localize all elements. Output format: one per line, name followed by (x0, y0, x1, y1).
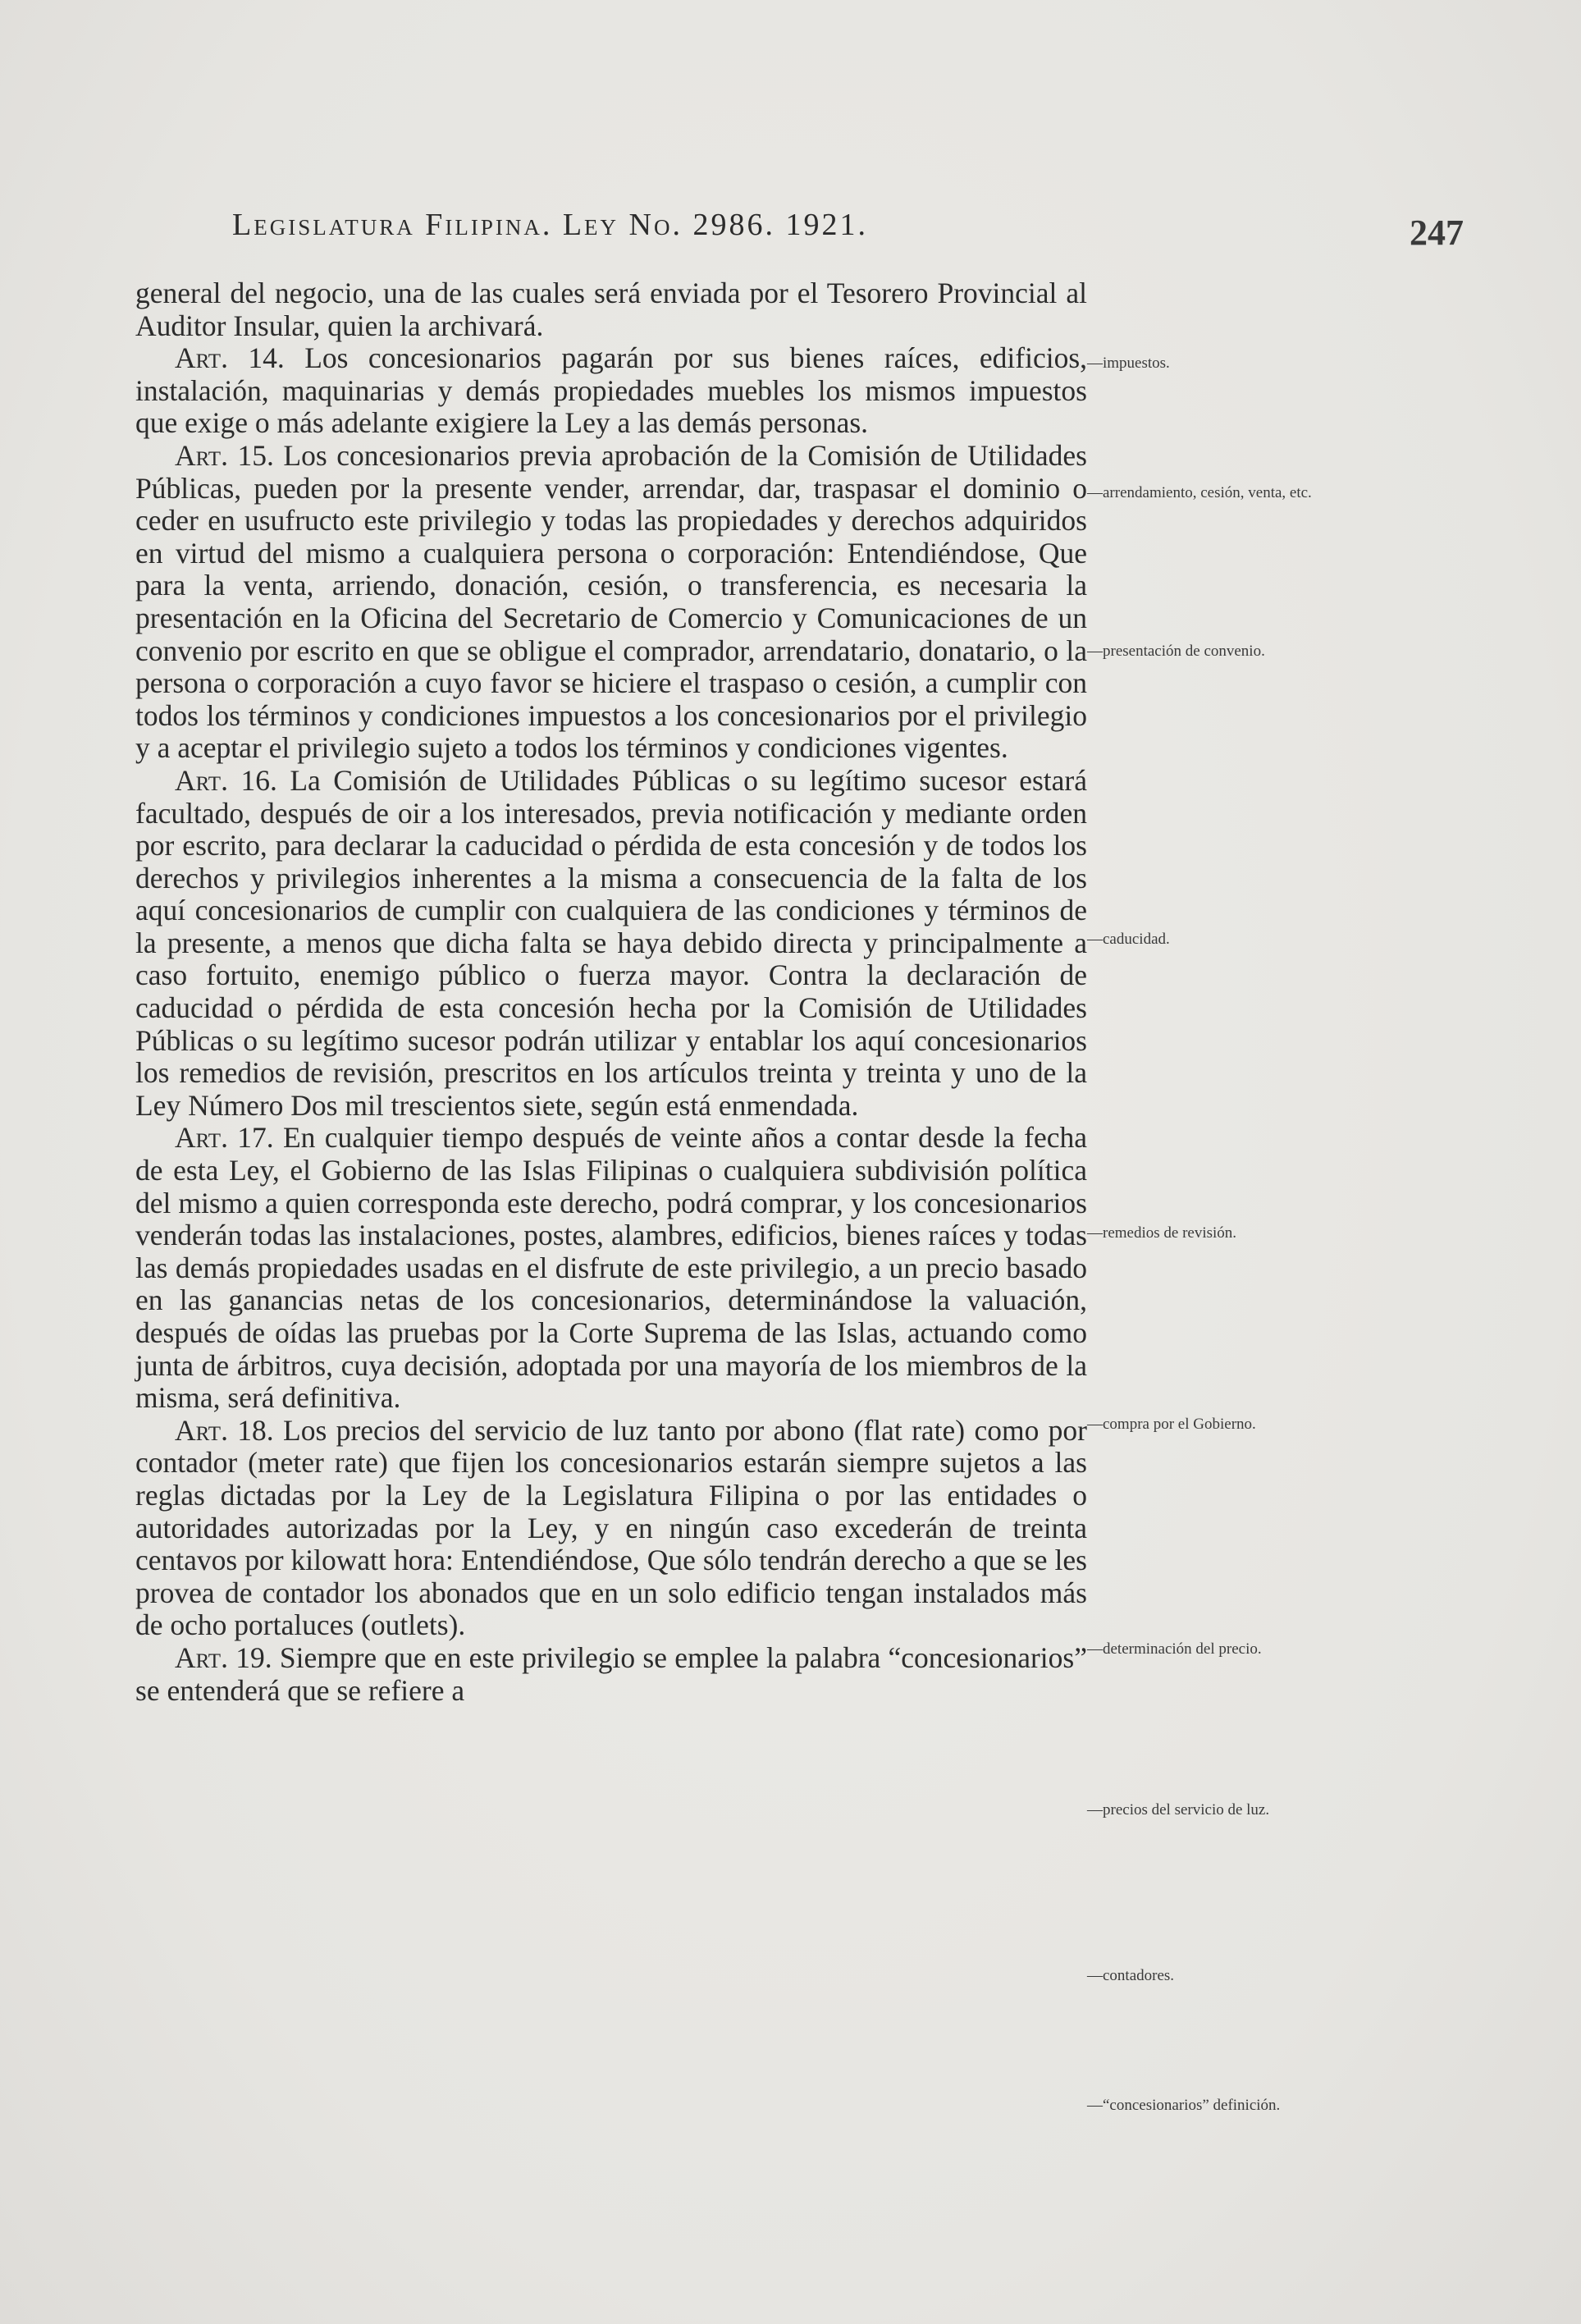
article-17 (135, 1122, 1087, 1414)
article-number: Art. 19. (175, 1640, 272, 1674)
article-number: Art. 15. (175, 438, 274, 472)
article-16 (135, 765, 1087, 1123)
article-19 (135, 1642, 1087, 1707)
margin-note-convenio: —presentación de convenio. (1087, 643, 1265, 660)
paragraph-text: general del negocio, una de las cuales será enviada por el Tesorero Provincial al Auditor Insular, quien la archivará. (135, 277, 1087, 342)
article-text: Los precios del servicio de luz tanto por abono (flat rate) como por contador (meter rate) que fijen los concesionarios estarán siempre sujetos a las reglas dictadas por la Ley de la Legislatura Filipina o por las entidades o autoridades autorizadas por la Ley, y en ningún caso excederán de treinta centavos por kilowatt hora: Entendiéndose, Que sólo tendrán derecho a que se les provea de contador los abonados que en un solo edificio tengan instalados más de ocho portaluces (outlets). (135, 1413, 1087, 1642)
article-15 (135, 440, 1087, 765)
article-number: Art. 18. (175, 1413, 274, 1447)
margin-note-precios: —precios del servicio de luz. (1087, 1801, 1270, 1818)
running-head: Legislatura Filipina. Ley No. 2986. 1921. (232, 208, 868, 242)
article-number: Art. 17. (175, 1121, 274, 1155)
margin-note-impuestos: —impuestos. (1087, 355, 1170, 372)
article-text: La Comisión de Utilidades Públicas o su legítimo sucesor estará facultado, después de oir a los interesados, previa notificación y mediante orden por escrito, para declarar la caducidad o pérdida de esta concesión y de todos los derechos y privilegios inherentes a la misma a consecuencia de la falta de los aquí concesionarios de cumplir con cualquiera de las condiciones y términos de la presente, a menos que dicha falta se haya debido directa y principalmente a caso fortuito, enemigo público o fuerza mayor. Contra la declaración de caducidad o pérdida de esta concesión hecha por la Comisión de Utilidades Públicas o su legítimo sucesor podrán utilizar y entablar los aquí concesionarios los remedios de revisión, prescritos en los artículos treinta y treinta y uno de la Ley Número Dos mil trescientos siete, según está enmendada. (135, 763, 1088, 1122)
article-text: Siempre que en este privilegio se emplee la palabra “concesionarios” se entenderá que se refiere a (135, 1640, 1087, 1707)
article-number: Art. 14. (175, 341, 285, 375)
article-text: En cualquier tiempo después de veinte años a contar desde la fecha de esta Ley, el Gobierno de las Islas Filipinas o cualquiera subdivisión política del mismo a quien corresponda este derecho, podrá comprar, y los concesionarios venderán todas las instalaciones, postes, alambres, edificios, bienes raíces y todas las demás propiedades usadas en el disfrute de este privilegio, a un precio basado en las ganancias netas de los concesionarios, determinándose la valuación, después de oídas las pruebas por la Corte Suprema de las Islas, actuando como junta de árbitros, cuya decisión, adoptada por una mayoría de los miembros de la misma, será definitiva. (135, 1121, 1088, 1415)
margin-note-caducidad: —caducidad. (1087, 931, 1170, 948)
paragraph-continuation (135, 277, 1087, 342)
margin-note-contadores: —contadores. (1087, 1967, 1175, 1984)
margin-note-arrendamiento: —arrendamiento, cesión, venta, etc. (1087, 484, 1312, 501)
page-number: 247 (1410, 213, 1464, 253)
article-number: Art. 16. (175, 763, 277, 797)
article-18 (135, 1415, 1087, 1642)
article-text: Los concesionarios pagarán por sus bienes raíces, edificios, instalación, maquinarias y demás propiedades muebles los mismos impuestos que exige o más adelante exigiere la Ley a las demás personas. (135, 341, 1088, 440)
margin-note-compra: —compra por el Gobierno. (1087, 1416, 1256, 1433)
margin-note-determinacion: —determinación del precio. (1087, 1640, 1262, 1658)
article-text: Los concesionarios previa aprobación de la Comisión de Utilidades Públicas, pueden por la presente vender, arrendar, dar, traspasar el dominio o ceder en usufructo este privilegio y todas las propiedades y derechos adquiridos en virtud del mismo a cualquiera persona o corporación: Entendiéndose, Que para la venta, arriendo, donación, cesión, o transferencia, es necesaria la presentación en la Oficina del Secretario de Comercio y Comunicaciones de un convenio por escrito en que se obligue el comprador, arrendatario, donatario, o la persona o corporación a cuyo favor se hiciere el traspaso o cesión, a cumplir con todos los términos y condiciones impuestos a los concesionarios por el privilegio y a aceptar el privilegio sujeto a todos los términos y condiciones vigentes. (135, 438, 1087, 765)
margin-note-concesionarios: —“concesionarios” definición. (1087, 2097, 1281, 2114)
body-text (135, 277, 1087, 1707)
margin-note-remedios: —remedios de revisión. (1087, 1224, 1237, 1242)
article-14 (135, 342, 1087, 440)
